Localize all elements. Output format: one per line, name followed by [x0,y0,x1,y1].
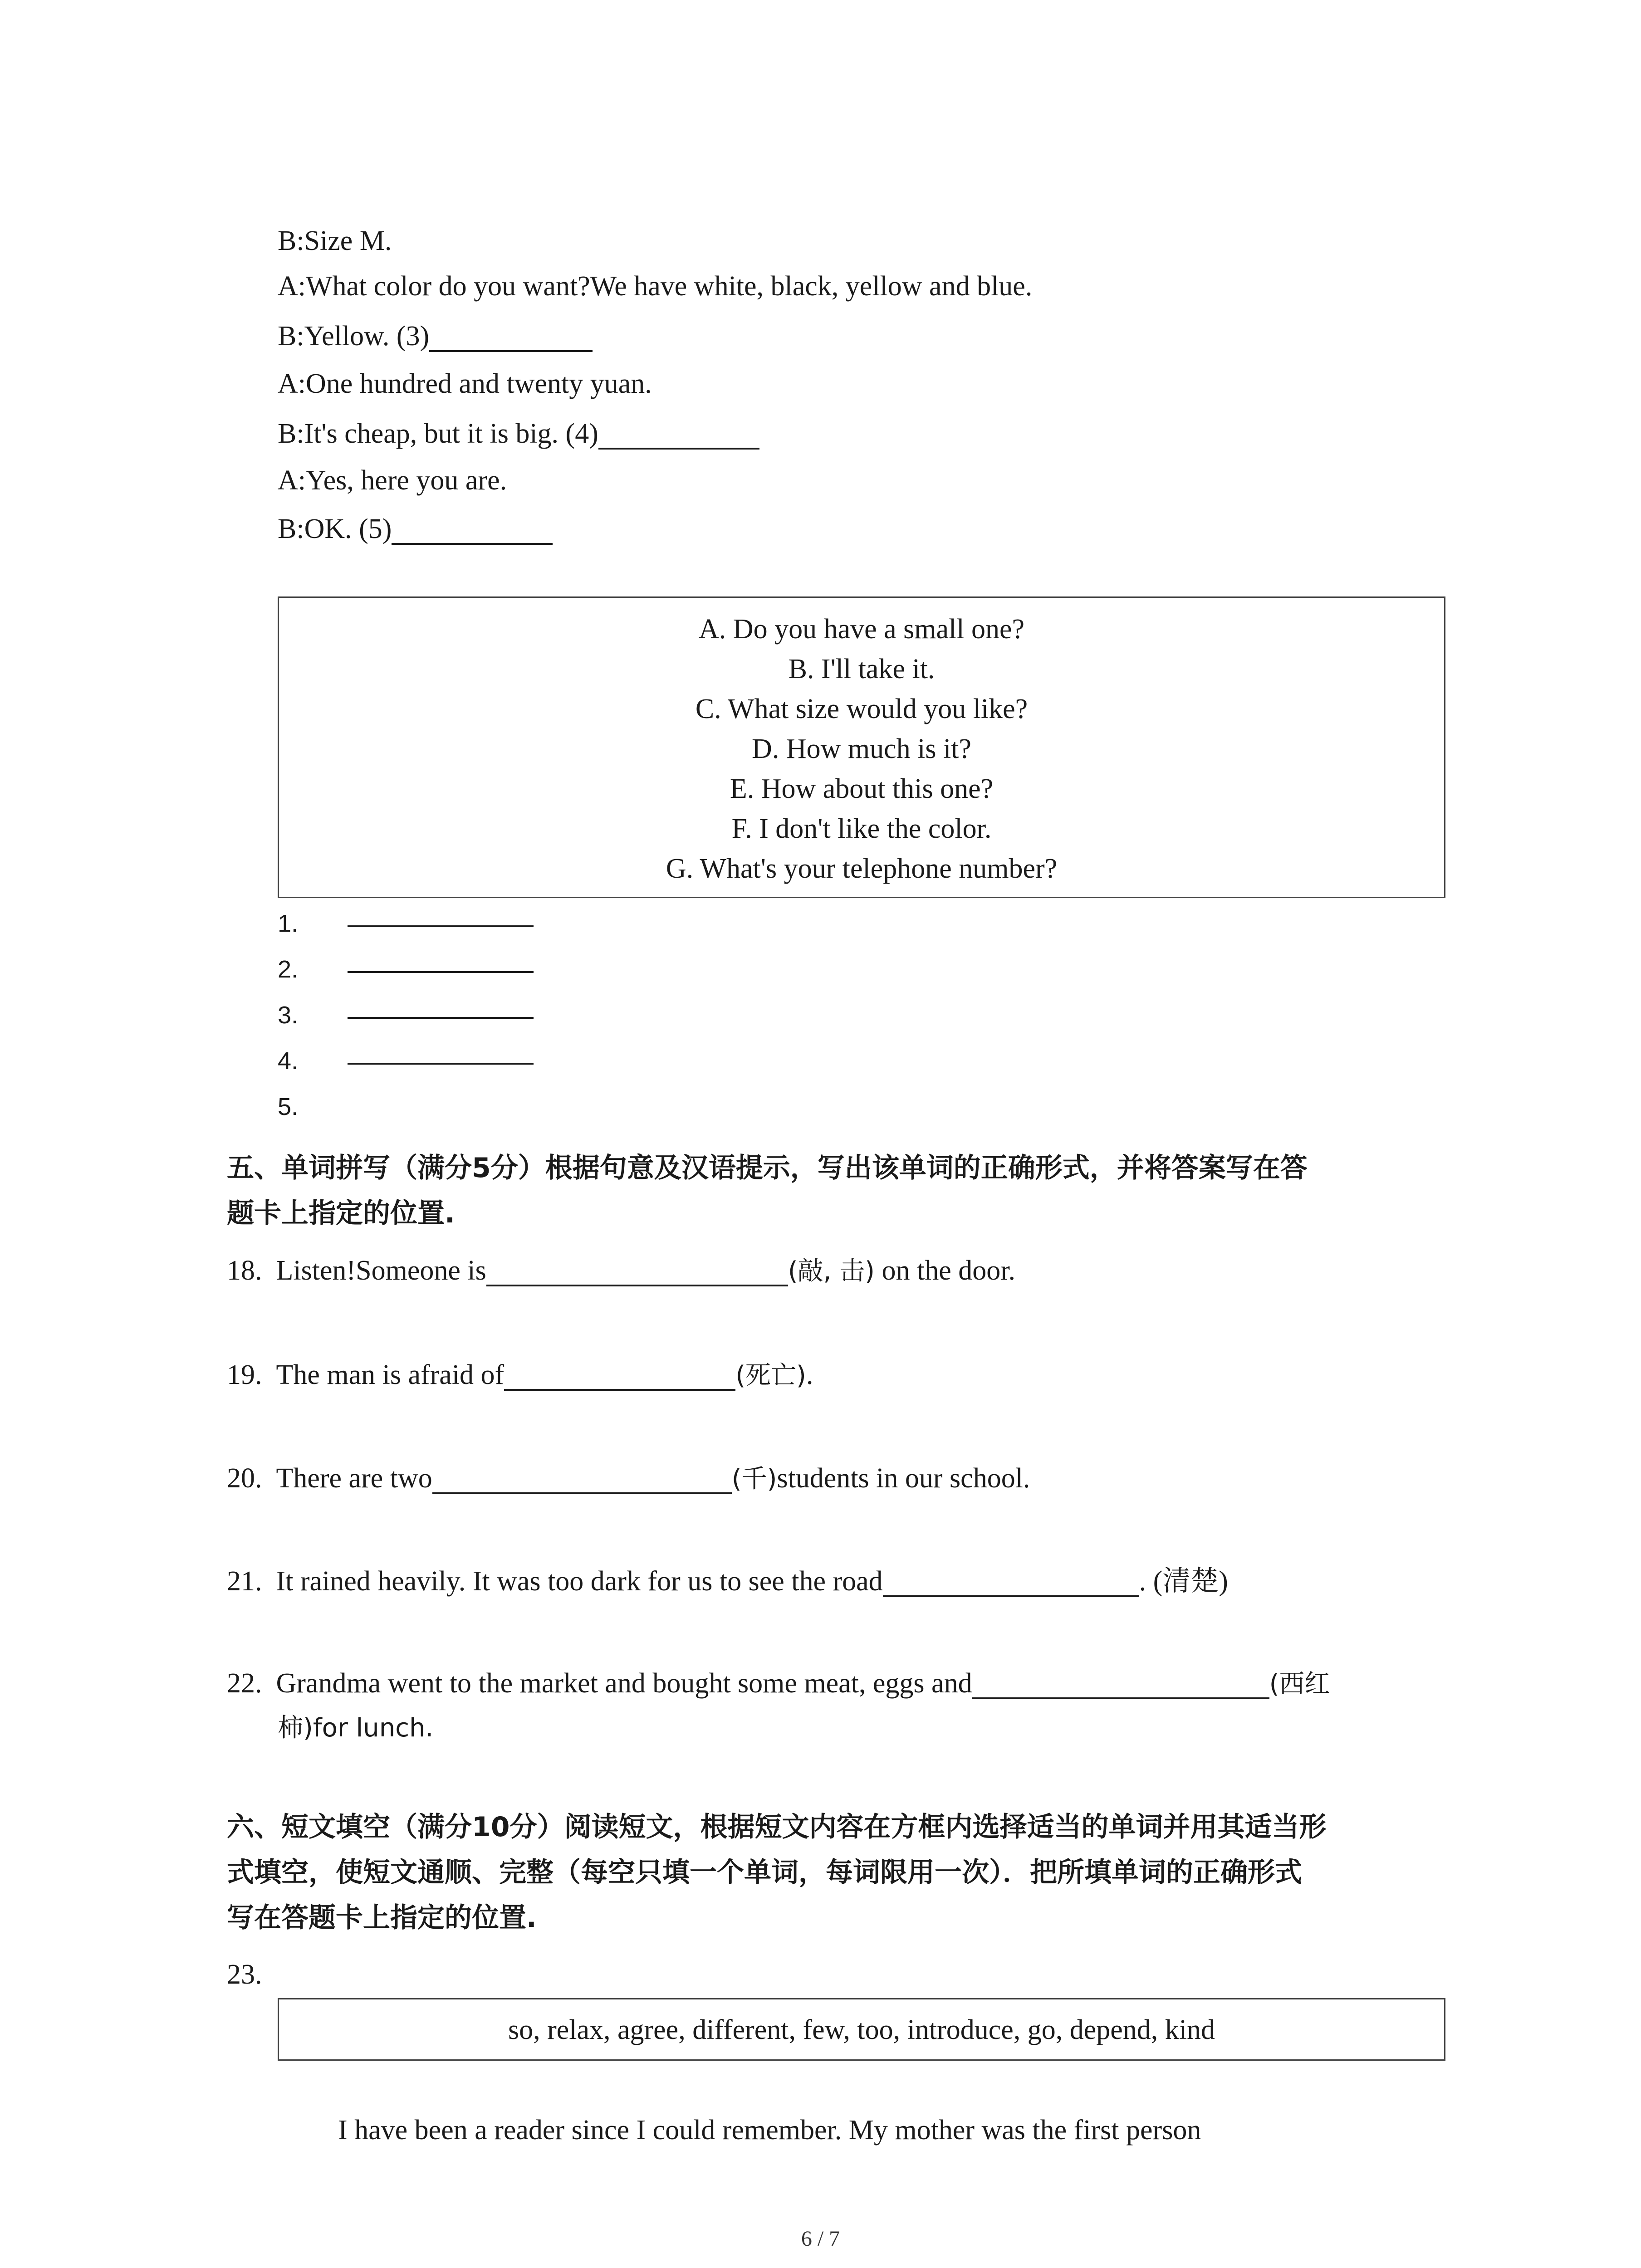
question-19: 19. The man is afraid of (死亡). [227,1359,813,1390]
options-box [278,596,1445,898]
answer-number-5: 5. [278,1093,299,1120]
question-21: 21. It rained heavily. It was too dark for us to see the road . (清楚) [227,1566,1228,1597]
answer-line-2[interactable] [348,971,534,973]
answer-blank-21[interactable] [883,1567,1139,1597]
option-f: F. I don't like the color. [731,813,992,844]
answer-blank-5[interactable] [392,515,553,545]
answer-blank-19[interactable] [504,1361,735,1391]
dialogue-line-3: B:Yellow. (3) [278,322,593,352]
passage-text: I have been a reader since I could remember. My mother was the first person [338,2115,1201,2146]
option-b: B. I'll take it. [788,654,935,684]
answer-number-4: 4. [278,1047,299,1075]
option-d: D. How much is it? [752,733,971,764]
answer-line-1[interactable] [348,925,534,927]
answer-blank-4[interactable] [598,420,759,450]
section5-heading-line2: 题卡上指定的位置. [227,1198,455,1229]
option-g: G. What's your telephone number? [666,853,1058,884]
question-20: 20. There are two (千)students in our school. [227,1463,1030,1494]
question-23-number: 23. [227,1959,262,1990]
dialogue-line-2: A:What color do you want?We have white, black, yellow and blue. [278,271,1033,302]
question-18: 18. Listen!Someone is (敲, 击) on the door. [227,1255,1015,1286]
dialogue-line-1: B:Size M. [278,225,392,256]
section6-heading-line3: 写在答题卡上指定的位置. [227,1902,537,1934]
answer-blank-3[interactable] [429,322,593,352]
word-box-list: so, relax, agree, different, few, too, introduce, go, depend, kind [508,2014,1215,2045]
question-22-line2: 柿)for lunch. [278,1713,434,1743]
answer-number-1: 1. [278,910,299,937]
page-number: 6 / 7 [801,2227,840,2251]
section5-heading-line1: 五、单词拼写（满分5分）根据句意及汉语提示，写出该单词的正确形式，并将答案写在答 [227,1152,1308,1184]
option-a: A. Do you have a small one? [699,614,1024,645]
word-box [278,1998,1445,2061]
option-c: C. What size would you like? [695,694,1028,724]
section6-heading-line2: 式填空，使短文通顺、完整（每空只填一个单词，每词限用一次）．把所填单词的正确形式 [227,1857,1302,1888]
dialogue-line-6: A:Yes, here you are. [278,465,507,496]
option-e: E. How about this one? [730,773,994,804]
dialogue-line-5: B:It's cheap, but it is big. (4) [278,420,759,450]
answer-line-3[interactable] [348,1017,534,1019]
question-22: 22. Grandma went to the market and bought some meat, eggs and (西红 [227,1668,1330,1699]
answer-number-3: 3. [278,1002,299,1029]
answer-blank-22[interactable] [972,1669,1269,1699]
answer-blank-18[interactable] [486,1256,788,1286]
dialogue-line-4: A:One hundred and twenty yuan. [278,368,652,399]
answer-number-2: 2. [278,956,299,983]
answer-line-4[interactable] [348,1063,534,1065]
section6-heading-line1: 六、短文填空（满分10分）阅读短文，根据短文内容在方框内选择适当的单词并用其适当形 [227,1811,1327,1843]
dialogue-line-7: B:OK. (5) [278,515,553,545]
answer-blank-20[interactable] [432,1464,732,1494]
